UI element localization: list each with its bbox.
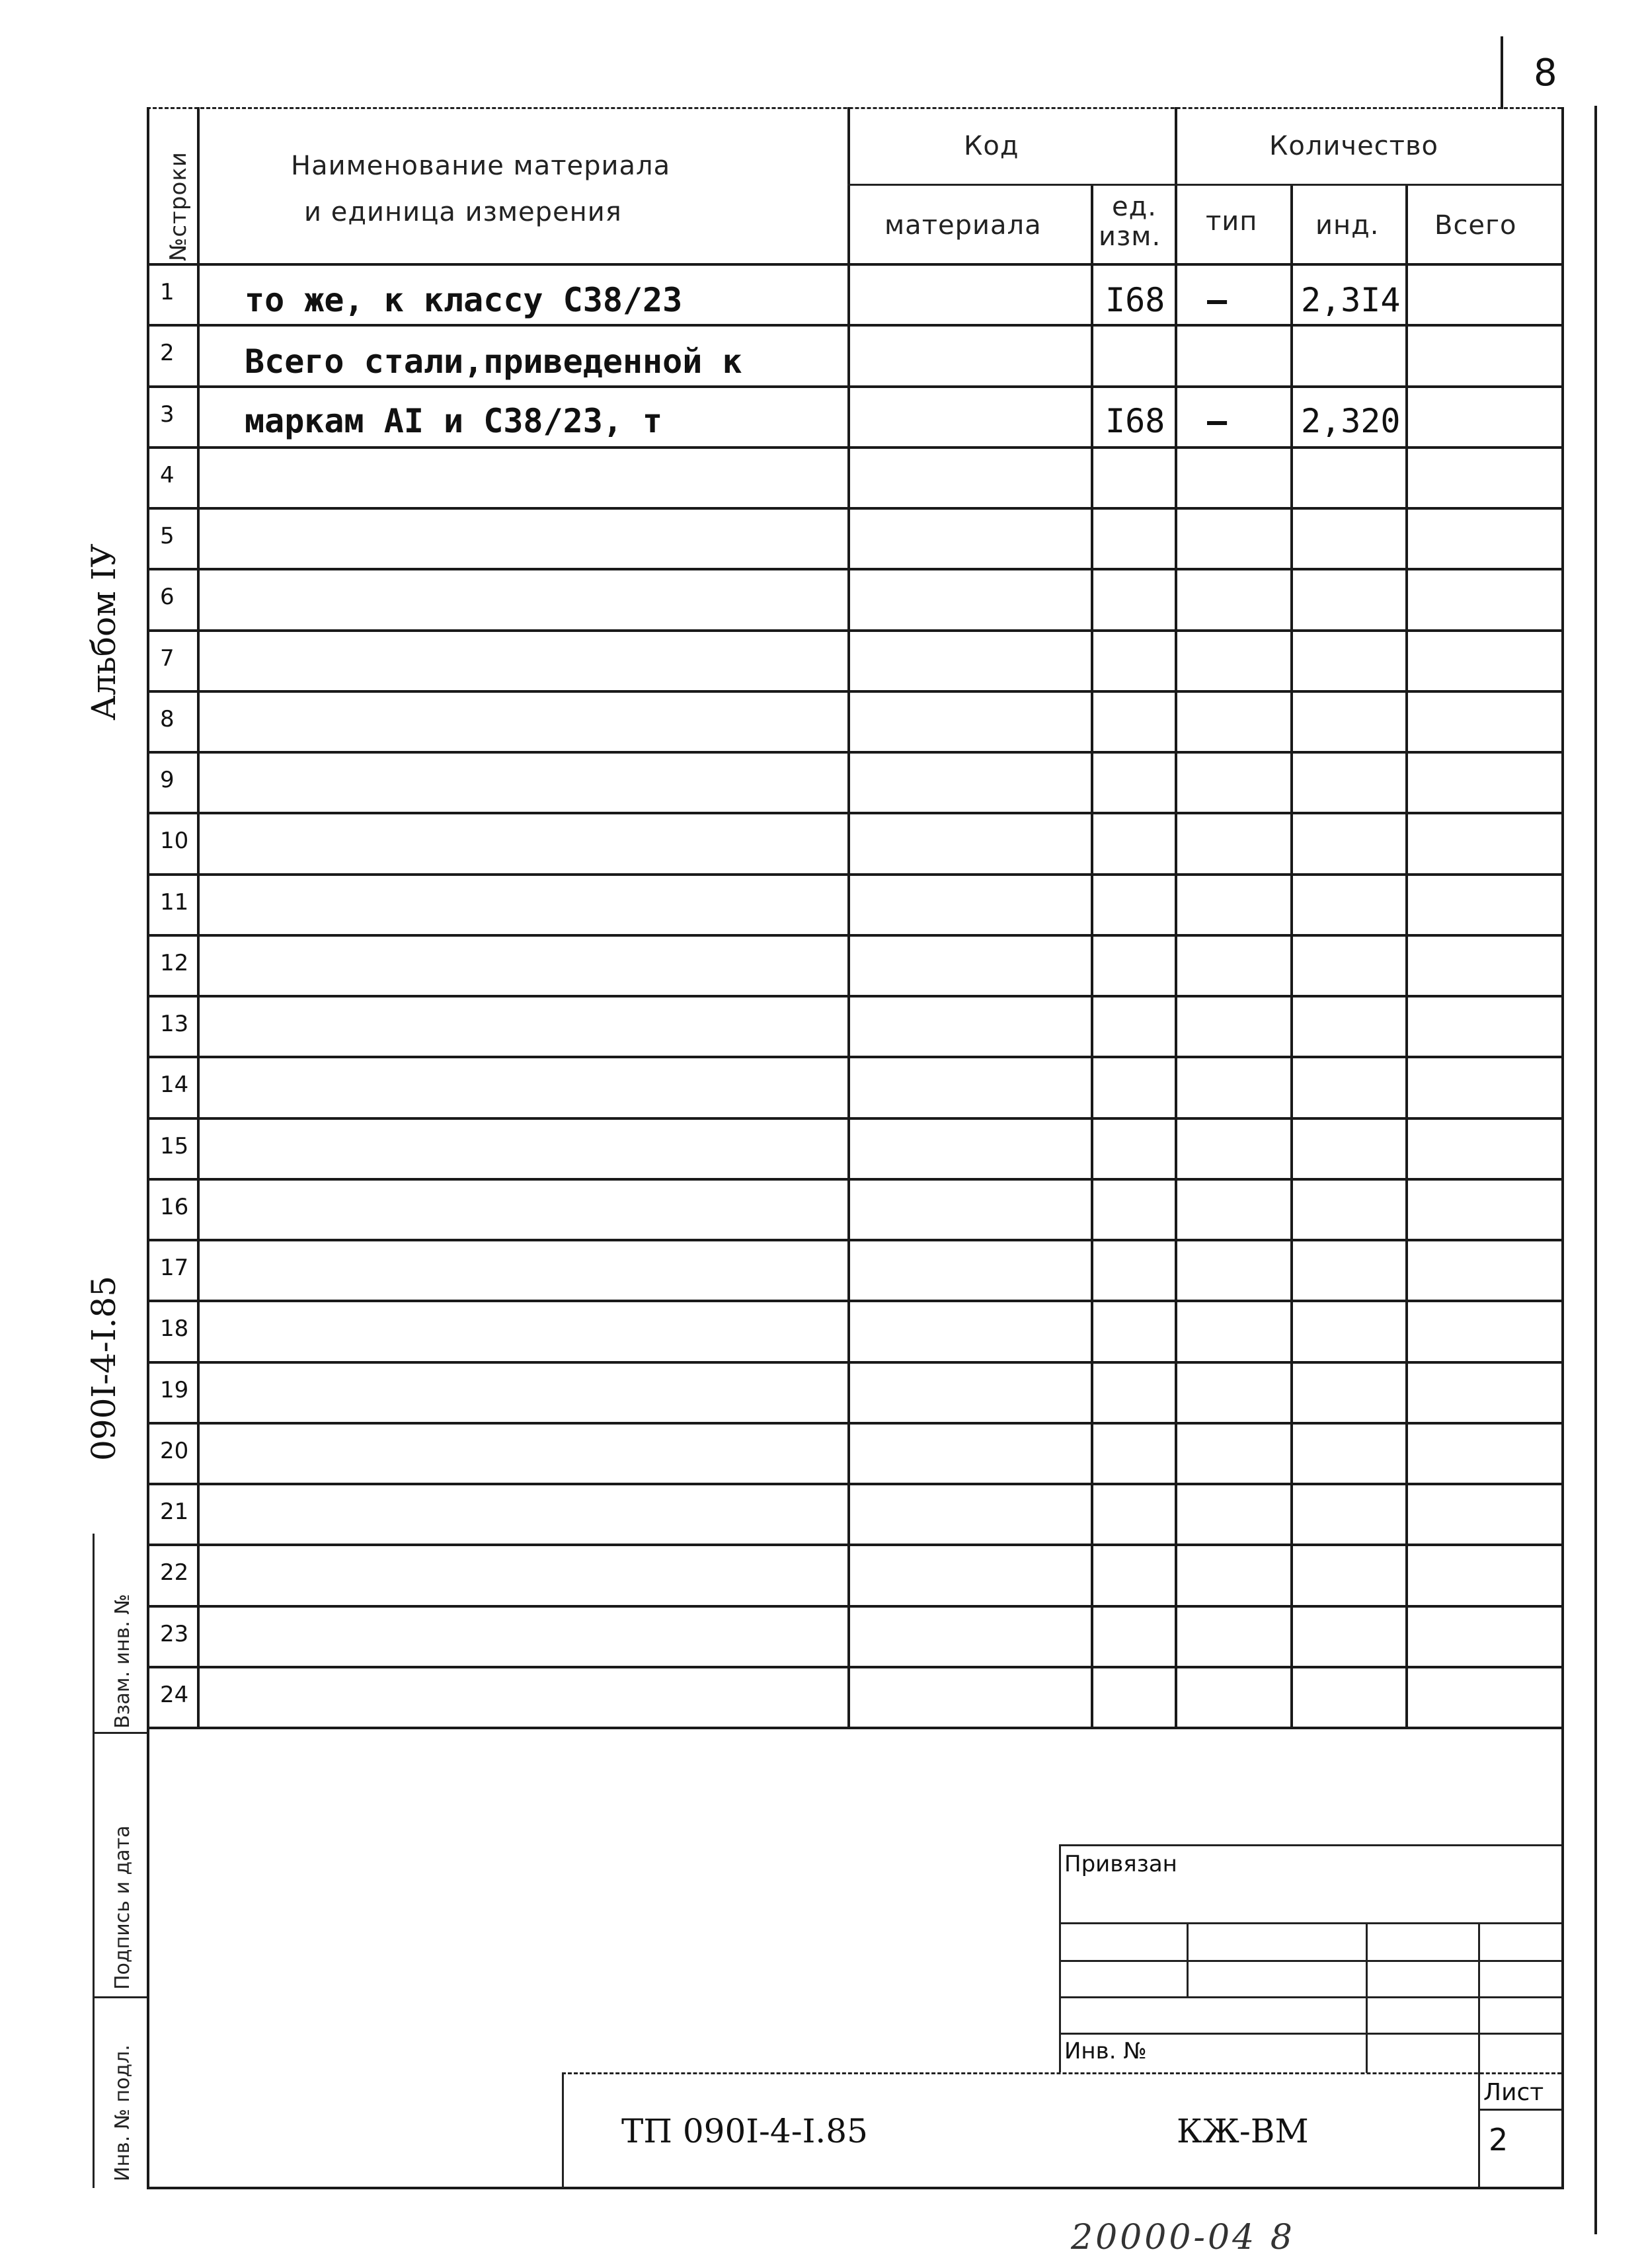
row-divider (147, 1239, 1561, 1241)
row-1-type: – (1207, 281, 1228, 319)
row-number: 21 (160, 1499, 189, 1525)
row-3-ind: 2,320 (1301, 402, 1401, 440)
row-divider (147, 1178, 1561, 1181)
footer-note: 20000-04 8 (1071, 2218, 1295, 2257)
row-number: 2 (160, 340, 175, 366)
row-number: 24 (160, 1682, 189, 1708)
header-ind: инд. (1315, 210, 1380, 241)
row-number: 19 (160, 1377, 189, 1403)
row-divider (147, 507, 1561, 510)
row-divider (147, 995, 1561, 997)
row-divider (147, 1361, 1561, 1364)
header-row-number: №строки (165, 151, 192, 261)
stamp-inv-no: Инв. № (1064, 2038, 1147, 2064)
side-field-1: Взам. инв. № (111, 1594, 134, 1729)
row-divider (147, 1117, 1561, 1120)
row-3-type: – (1207, 402, 1228, 440)
row-divider (147, 751, 1561, 754)
row-1-unit: I68 (1105, 281, 1165, 319)
row-divider (147, 873, 1561, 876)
header-unit-code-1: ед. (1112, 192, 1157, 222)
row-divider (147, 1666, 1561, 1668)
row-divider (147, 1605, 1561, 1608)
row-number: 3 (160, 401, 175, 428)
row-number: 15 (160, 1133, 189, 1159)
row-divider (147, 690, 1561, 693)
stamp-list-label: Лист (1483, 2079, 1544, 2106)
side-field-3: Инв. № подл. (111, 2045, 134, 2181)
row-3-unit: I68 (1105, 402, 1165, 440)
row-1-ind: 2,3I4 (1301, 281, 1401, 319)
row-number: 23 (160, 1621, 189, 1647)
row-number: 4 (160, 462, 175, 489)
row-divider (147, 629, 1561, 632)
row-number: 8 (160, 706, 175, 732)
row-divider (147, 812, 1561, 814)
row-1-name: то же, к классу С38/23 (245, 281, 683, 319)
row-number: 11 (160, 889, 189, 916)
header-quantity: Количество (1269, 131, 1439, 161)
row-3-name: маркам АI и С38/23, т (245, 402, 663, 440)
row-number: 5 (160, 523, 175, 549)
header-unit-code-2: изм. (1099, 221, 1161, 252)
header-unit: и единица измерения (304, 197, 622, 227)
stamp-mark: КЖ-ВМ (1177, 2112, 1309, 2150)
page-number-divider (1501, 36, 1503, 109)
row-number: 12 (160, 950, 189, 976)
page-number: 8 (1534, 52, 1557, 95)
row-divider (147, 934, 1561, 937)
row-number: 6 (160, 584, 175, 610)
row-number: 16 (160, 1194, 189, 1220)
row-number: 17 (160, 1255, 189, 1281)
row-divider (147, 1544, 1561, 1546)
header-type: тип (1206, 206, 1258, 237)
row-divider (147, 1727, 1561, 1729)
right-frame (1594, 106, 1597, 2234)
row-number: 7 (160, 645, 175, 672)
row-number: 14 (160, 1072, 189, 1098)
row-divider (147, 1422, 1561, 1425)
row-number: 18 (160, 1315, 189, 1342)
row-divider (147, 385, 1561, 388)
album-label: Альбом IУ (85, 543, 123, 721)
header-total: Всего (1434, 210, 1517, 241)
row-2-name: Всего стали,приведенной к (245, 342, 742, 381)
row-divider (147, 324, 1561, 327)
row-number: 1 (160, 279, 175, 305)
row-number: 13 (160, 1011, 189, 1037)
side-field-2: Подпись и дата (111, 1825, 134, 1990)
stamp-privyazan: Привязан (1064, 1851, 1177, 1877)
row-divider (147, 446, 1561, 449)
side-doc-code: 090I-4-I.85 (85, 1275, 123, 1461)
row-divider (147, 1483, 1561, 1485)
row-number: 9 (160, 767, 175, 793)
stamp-tp-code: ТП 090I-4-I.85 (621, 2112, 868, 2150)
row-number: 22 (160, 1559, 189, 1586)
stamp-list-value: 2 (1489, 2122, 1508, 2158)
row-divider (147, 1300, 1561, 1302)
header-code: Код (964, 131, 1019, 161)
row-number: 20 (160, 1438, 189, 1464)
header-name: Наименование материала (291, 151, 671, 181)
row-divider (147, 1056, 1561, 1058)
header-material-code: материала (884, 210, 1042, 241)
row-divider (147, 568, 1561, 570)
row-number: 10 (160, 828, 189, 854)
